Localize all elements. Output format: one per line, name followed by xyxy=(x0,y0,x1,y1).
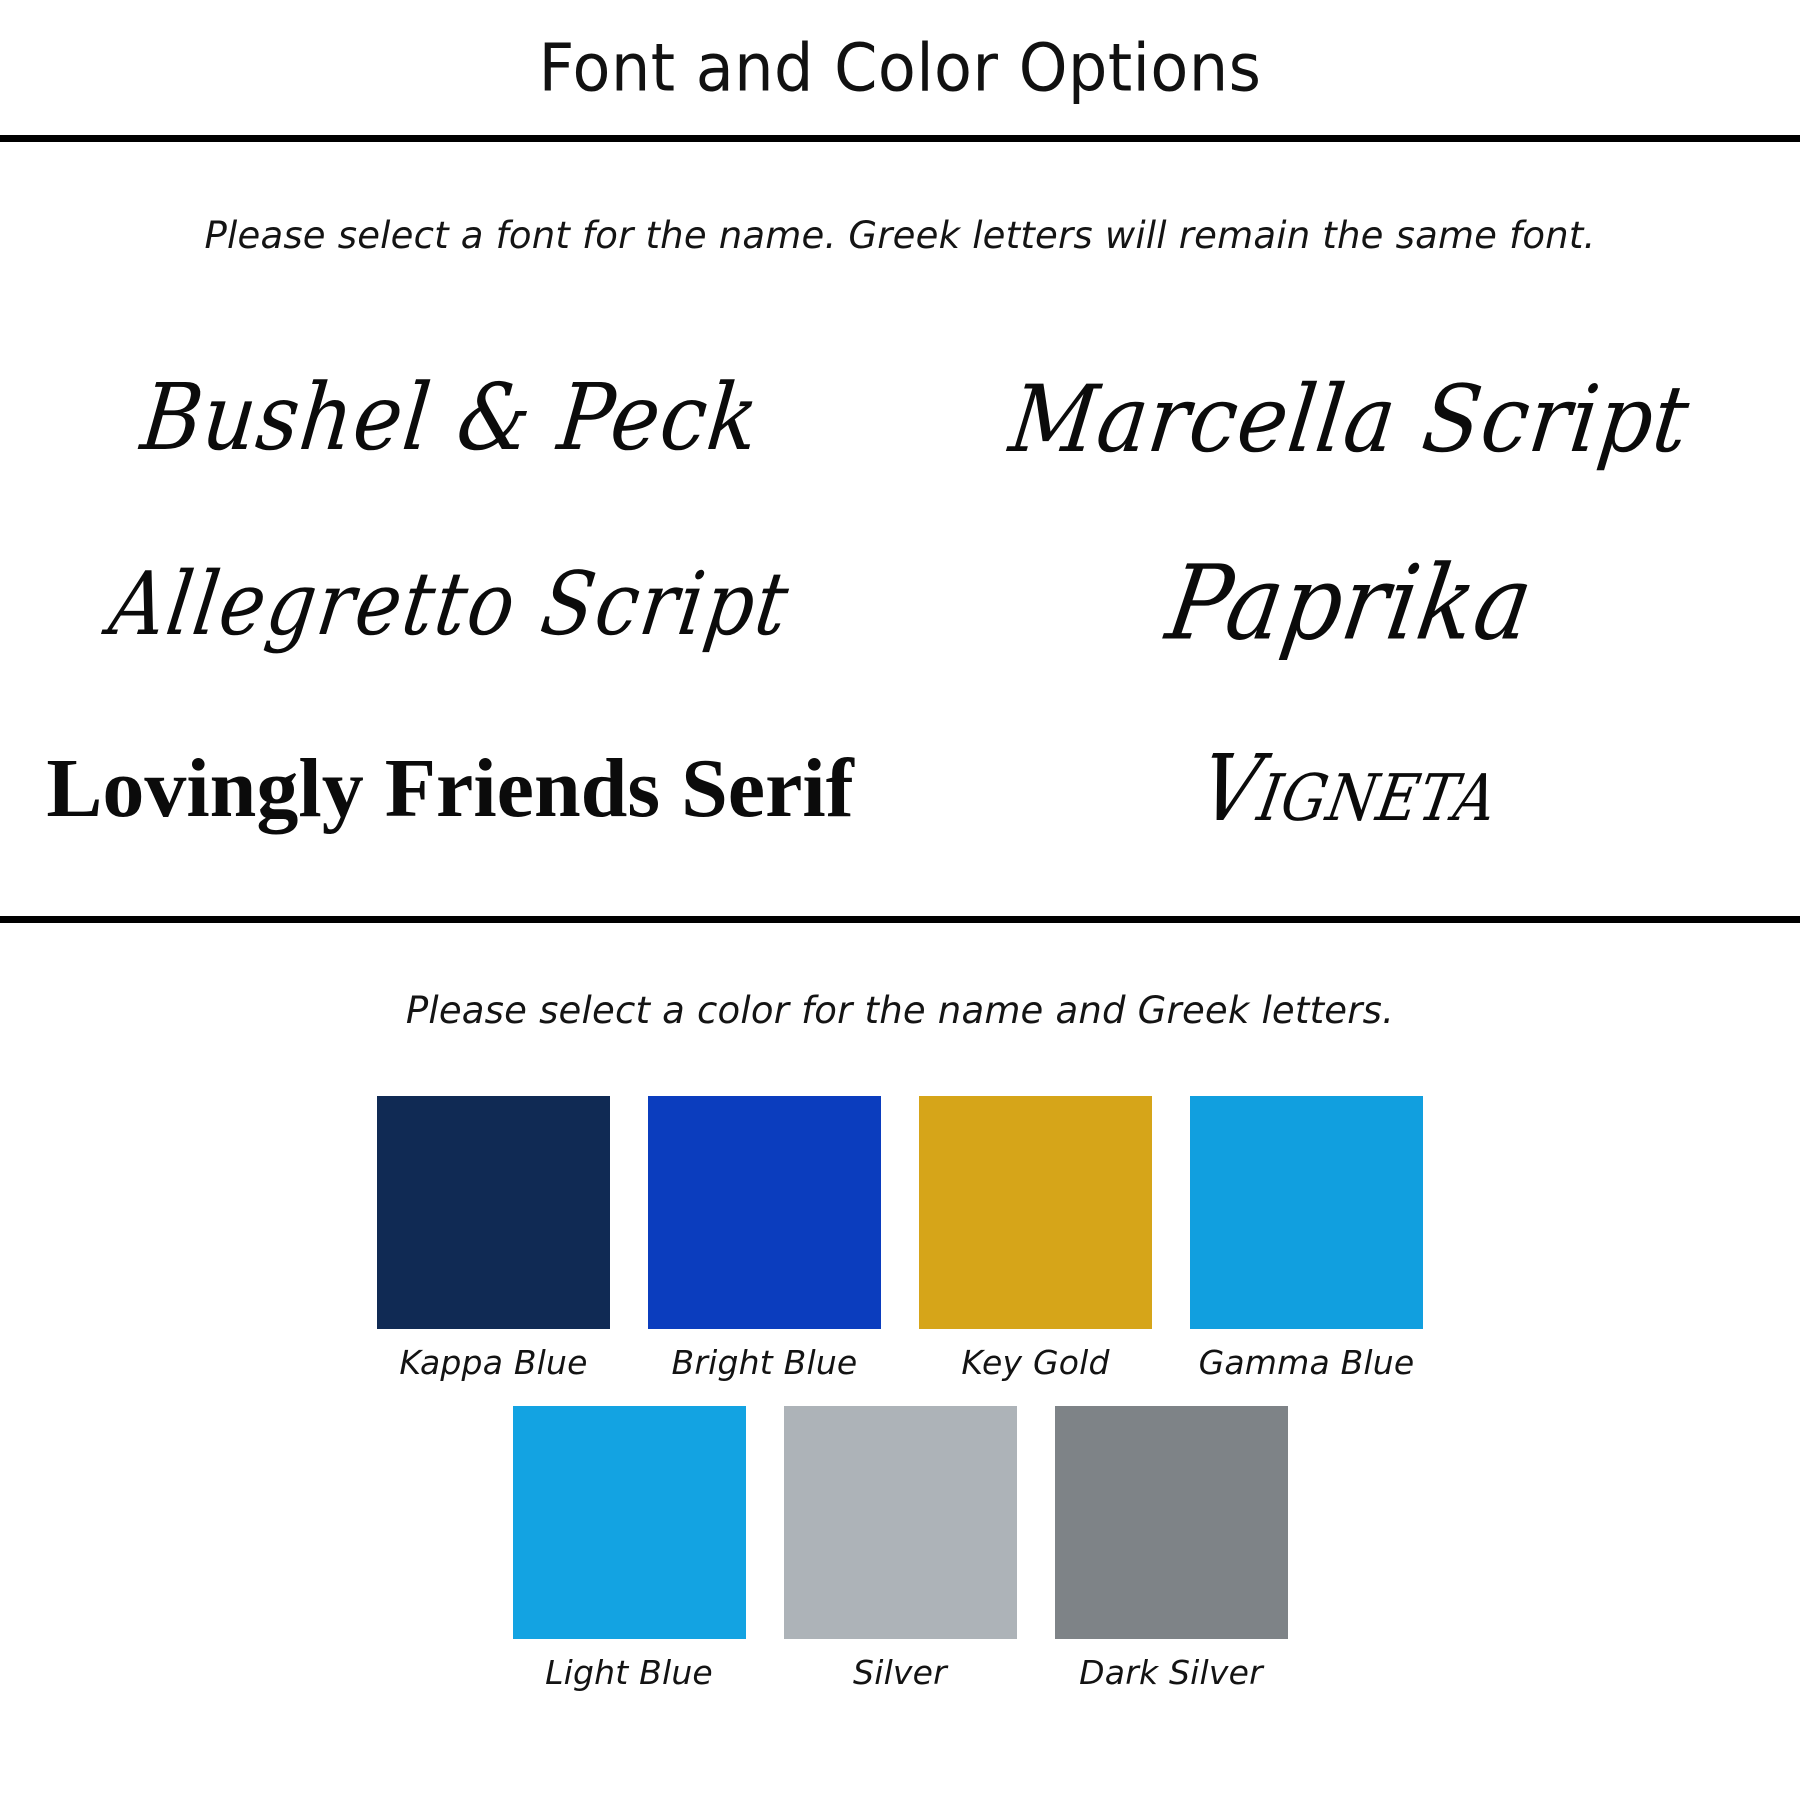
font-selection-section xyxy=(0,142,1800,916)
font-option-bushel-and-peck[interactable] xyxy=(0,331,900,506)
color-option-kappa-blue[interactable] xyxy=(377,1096,610,1382)
font-option-paprika[interactable] xyxy=(900,516,1800,691)
color-label: Silver xyxy=(853,1653,947,1692)
color-option-key-gold[interactable] xyxy=(919,1096,1152,1382)
color-chip[interactable] xyxy=(1190,1096,1423,1329)
font-sample-label: Paprika xyxy=(1159,543,1541,663)
color-label: Key Gold xyxy=(961,1343,1110,1382)
font-sample-label: Bushel & Peck xyxy=(136,364,764,472)
font-sample-label: Allegretto Script xyxy=(103,551,797,655)
font-instruction-text: Please select a font for the name. Greek letters will remain the same font. xyxy=(204,214,1596,257)
font-sample-label: Vigneta xyxy=(1192,734,1508,842)
color-option-silver[interactable] xyxy=(784,1406,1017,1692)
font-option-allegretto-script[interactable] xyxy=(0,516,900,691)
font-option-vigneta[interactable] xyxy=(900,701,1800,876)
color-swatch-row-1 xyxy=(0,1096,1800,1382)
font-sample-label: Marcella Script xyxy=(1004,364,1696,473)
color-label: Dark Silver xyxy=(1079,1653,1263,1692)
color-chip[interactable] xyxy=(648,1096,881,1329)
color-option-gamma-blue[interactable] xyxy=(1190,1096,1423,1382)
color-chip[interactable] xyxy=(377,1096,610,1329)
color-option-light-blue[interactable] xyxy=(513,1406,746,1692)
color-instruction-text: Please select a color for the name and Greek letters. xyxy=(405,989,1395,1032)
font-sample-grid xyxy=(0,331,1800,876)
color-chip[interactable] xyxy=(784,1406,1017,1639)
color-option-dark-silver[interactable] xyxy=(1055,1406,1288,1692)
color-selection-section xyxy=(0,923,1800,1692)
color-label: Gamma Blue xyxy=(1198,1343,1415,1382)
header-divider xyxy=(0,135,1800,142)
font-option-marcella-script[interactable] xyxy=(900,331,1800,506)
color-chip[interactable] xyxy=(919,1096,1152,1329)
color-label: Kappa Blue xyxy=(399,1343,588,1382)
font-option-lovingly-friends-serif[interactable] xyxy=(0,701,900,876)
color-option-bright-blue[interactable] xyxy=(648,1096,881,1382)
page-header xyxy=(0,0,1800,135)
color-label: Light Blue xyxy=(545,1653,713,1692)
color-label: Bright Blue xyxy=(671,1343,858,1382)
color-swatch-row-2 xyxy=(0,1406,1800,1692)
color-chip[interactable] xyxy=(513,1406,746,1639)
font-sample-label: Lovingly Friends Serif xyxy=(46,741,854,835)
page-title: Font and Color Options xyxy=(538,28,1262,107)
color-chip[interactable] xyxy=(1055,1406,1288,1639)
section-divider xyxy=(0,916,1800,923)
